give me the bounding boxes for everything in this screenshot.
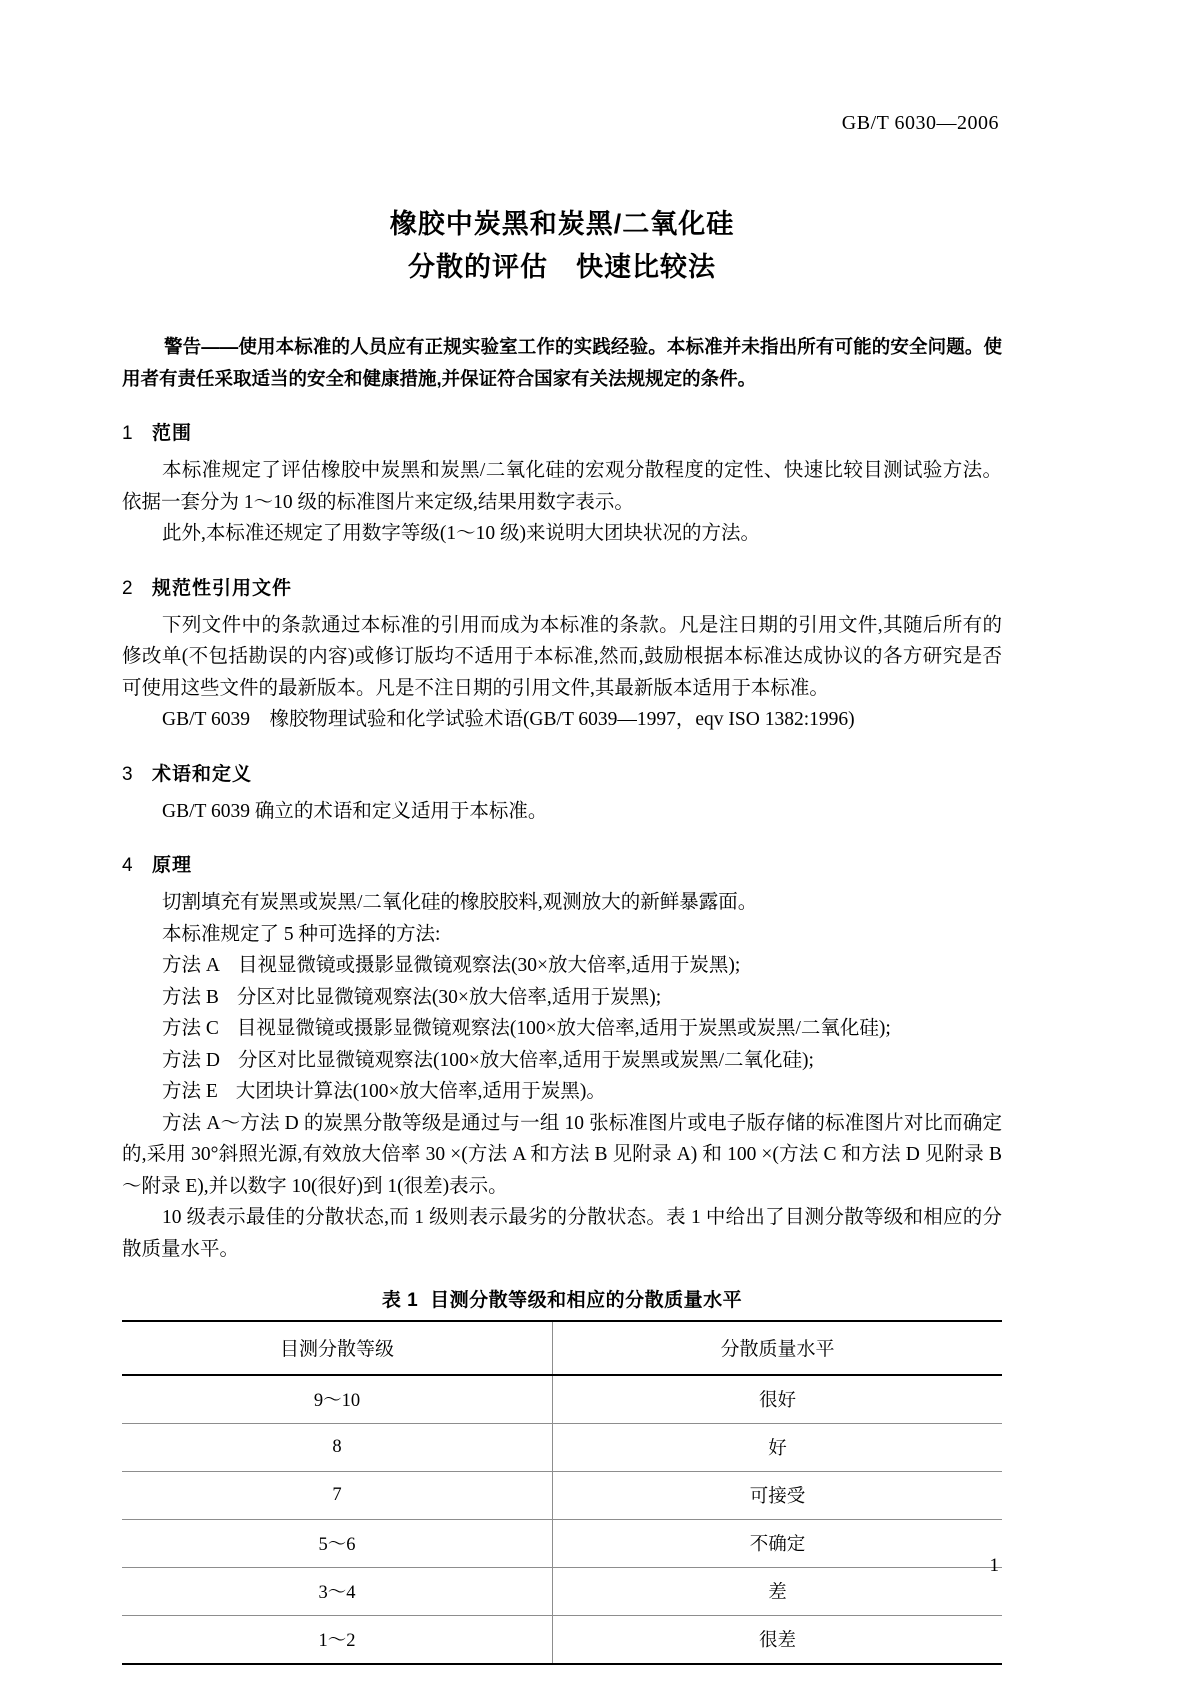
page-number: 1: [989, 1555, 999, 1576]
table-row: [122, 1616, 1002, 1665]
method-item-a: [122, 950, 1002, 982]
method-item-b: [122, 982, 1002, 1014]
section-title-1: 范围: [152, 423, 193, 444]
method-desc-a: 目视显微镜或摄影显微镜观察法(30×放大倍率,适用于炭黑);: [237, 955, 741, 976]
section-title-2: 规范性引用文件: [152, 577, 293, 599]
table-cell-rating: 5～6: [122, 1520, 553, 1568]
table-row: [122, 1472, 1002, 1520]
method-desc-b: 分区对比显微镜观察法(30×放大倍率,适用于炭黑);: [236, 986, 662, 1008]
section-number-3: 3: [122, 763, 133, 785]
table-cell-quality: 很差: [553, 1616, 1003, 1665]
table-cell-rating: 7: [122, 1472, 553, 1520]
table-1-dispersion-ratings: [122, 1320, 1002, 1665]
table-column-header-rating: 目测分散等级: [122, 1321, 553, 1375]
table-cell-rating: 1～2: [122, 1616, 553, 1665]
section-number-1: 1: [122, 423, 133, 444]
table-cell-quality: 好: [553, 1424, 1003, 1472]
section-number-4: 4: [122, 855, 133, 876]
method-label-a: 方法 A: [162, 955, 220, 976]
section-heading-3: [122, 760, 1002, 790]
table-cell-quality: 可接受: [553, 1472, 1003, 1520]
section-title-4: 原理: [152, 855, 193, 876]
table-cell-rating: 8: [122, 1424, 553, 1472]
section-4-paragraph-2: 本标准规定了 5 种可选择的方法:: [162, 923, 441, 945]
section-1-paragraph-1: 本标准规定了评估橡胶中炭黑和炭黑/二氧化硅的宏观分散程度的定性、快速比较目测试验方法。依据一套分为 1～10 级的标准图片来定级,结果用数字表示。: [122, 460, 1002, 513]
warning-paragraph: 警告——使用本标准的人员应有正规实验室工作的实践经验。本标准并未指出所有可能的安全问题。使用者有责任采取适当的安全和健康措施,并保证符合国家有关法规规定的条件。: [122, 336, 1002, 389]
table-cell-quality: 很好: [553, 1375, 1003, 1424]
table-row: [122, 1375, 1002, 1424]
method-desc-c: 目视显微镜或摄影显微镜观察法(100×放大倍率,适用于炭黑或炭黑/二氧化硅);: [236, 1018, 891, 1039]
method-item-c: [122, 1013, 1002, 1045]
table-header-row: [122, 1321, 1002, 1375]
grade-explanation-paragraph: 10 级表示最佳的分散状态,而 1 级则表示最劣的分散状态。表 1 中给出了目测分散等级和相应的分散质量水平。: [122, 1207, 1002, 1260]
method-label-c: 方法 C: [162, 1018, 219, 1039]
table-caption-label: 表 1: [381, 1290, 419, 1311]
page-title: [122, 203, 1002, 289]
normative-reference-gbt6039: GB/T 6039 橡胶物理试验和化学试验术语(GB/T 6039—1997，eqv ISO 1382:1996): [162, 709, 855, 730]
table-row: [122, 1424, 1002, 1472]
section-heading-1: [122, 419, 1002, 449]
method-item-e: [122, 1076, 1002, 1108]
method-desc-d: 分区对比显微镜观察法(100×放大倍率,适用于炭黑或炭黑/二氧化硅);: [237, 1049, 814, 1071]
method-item-d: [122, 1045, 1002, 1077]
page-number-footer: [0, 1555, 1191, 1577]
table-caption-text: 目测分散等级和相应的分散质量水平: [430, 1290, 743, 1311]
table-cell-rating: 9～10: [122, 1375, 553, 1424]
table-cell-quality: 不确定: [553, 1520, 1003, 1568]
section-1-paragraph-2: 此外,本标准还规定了用数字等级(1～10 级)来说明大团块状况的方法。: [162, 523, 760, 544]
title-line-2: 分散的评估 快速比较法: [408, 252, 716, 282]
table-cell-rating: 3～4: [122, 1568, 553, 1616]
document-content: [122, 0, 1002, 1665]
section-heading-2: [122, 574, 1002, 604]
section-title-3: 术语和定义: [152, 763, 253, 785]
section-3-paragraph-1: GB/T 6039 确立的术语和定义适用于本标准。: [162, 800, 548, 822]
method-desc-e: 大团块计算法(100×放大倍率,适用于炭黑)。: [235, 1081, 606, 1102]
table-column-header-quality: 分散质量水平: [553, 1321, 1003, 1375]
section-4-paragraph-1: 切割填充有炭黑或炭黑/二氧化硅的橡胶胶料,观测放大的新鲜暴露面。: [162, 892, 758, 913]
table-1-caption: [122, 1285, 1002, 1312]
section-number-2: 2: [122, 577, 133, 599]
method-label-e: 方法 E: [162, 1081, 218, 1102]
method-label-d: 方法 D: [162, 1049, 220, 1071]
method-label-b: 方法 B: [162, 986, 219, 1008]
methods-grading-paragraph: 方法 A～方法 D 的炭黑分散等级是通过与一组 10 张标准图片或电子版存储的标准图片对比而确定的,采用 30°斜照光源,有效放大倍率 30 ×(方法 A 和方法 B 见附录 A) 和 100 ×(方法 C 和方法 D 见附录 B～附录 E),并以数字 10(很好)到 1(很差)表示。: [122, 1112, 1002, 1197]
section-2-paragraph-1: 下列文件中的条款通过本标准的引用而成为本标准的条款。凡是注日期的引用文件,其随后所有的修改单(不包括勘误的内容)或修订版均不适用于本标准,然而,鼓励根据本标准达成协议的各方研究是否可使用这些文件的最新版本。凡是不注日期的引用文件,其最新版本适用于本标准。: [122, 614, 1002, 699]
standard-code: GB/T 6030—2006: [841, 112, 999, 134]
table-cell-quality: 差: [553, 1568, 1003, 1616]
section-heading-4: [122, 851, 1002, 881]
title-line-1: 橡胶中炭黑和炭黑/二氧化硅: [389, 209, 735, 239]
